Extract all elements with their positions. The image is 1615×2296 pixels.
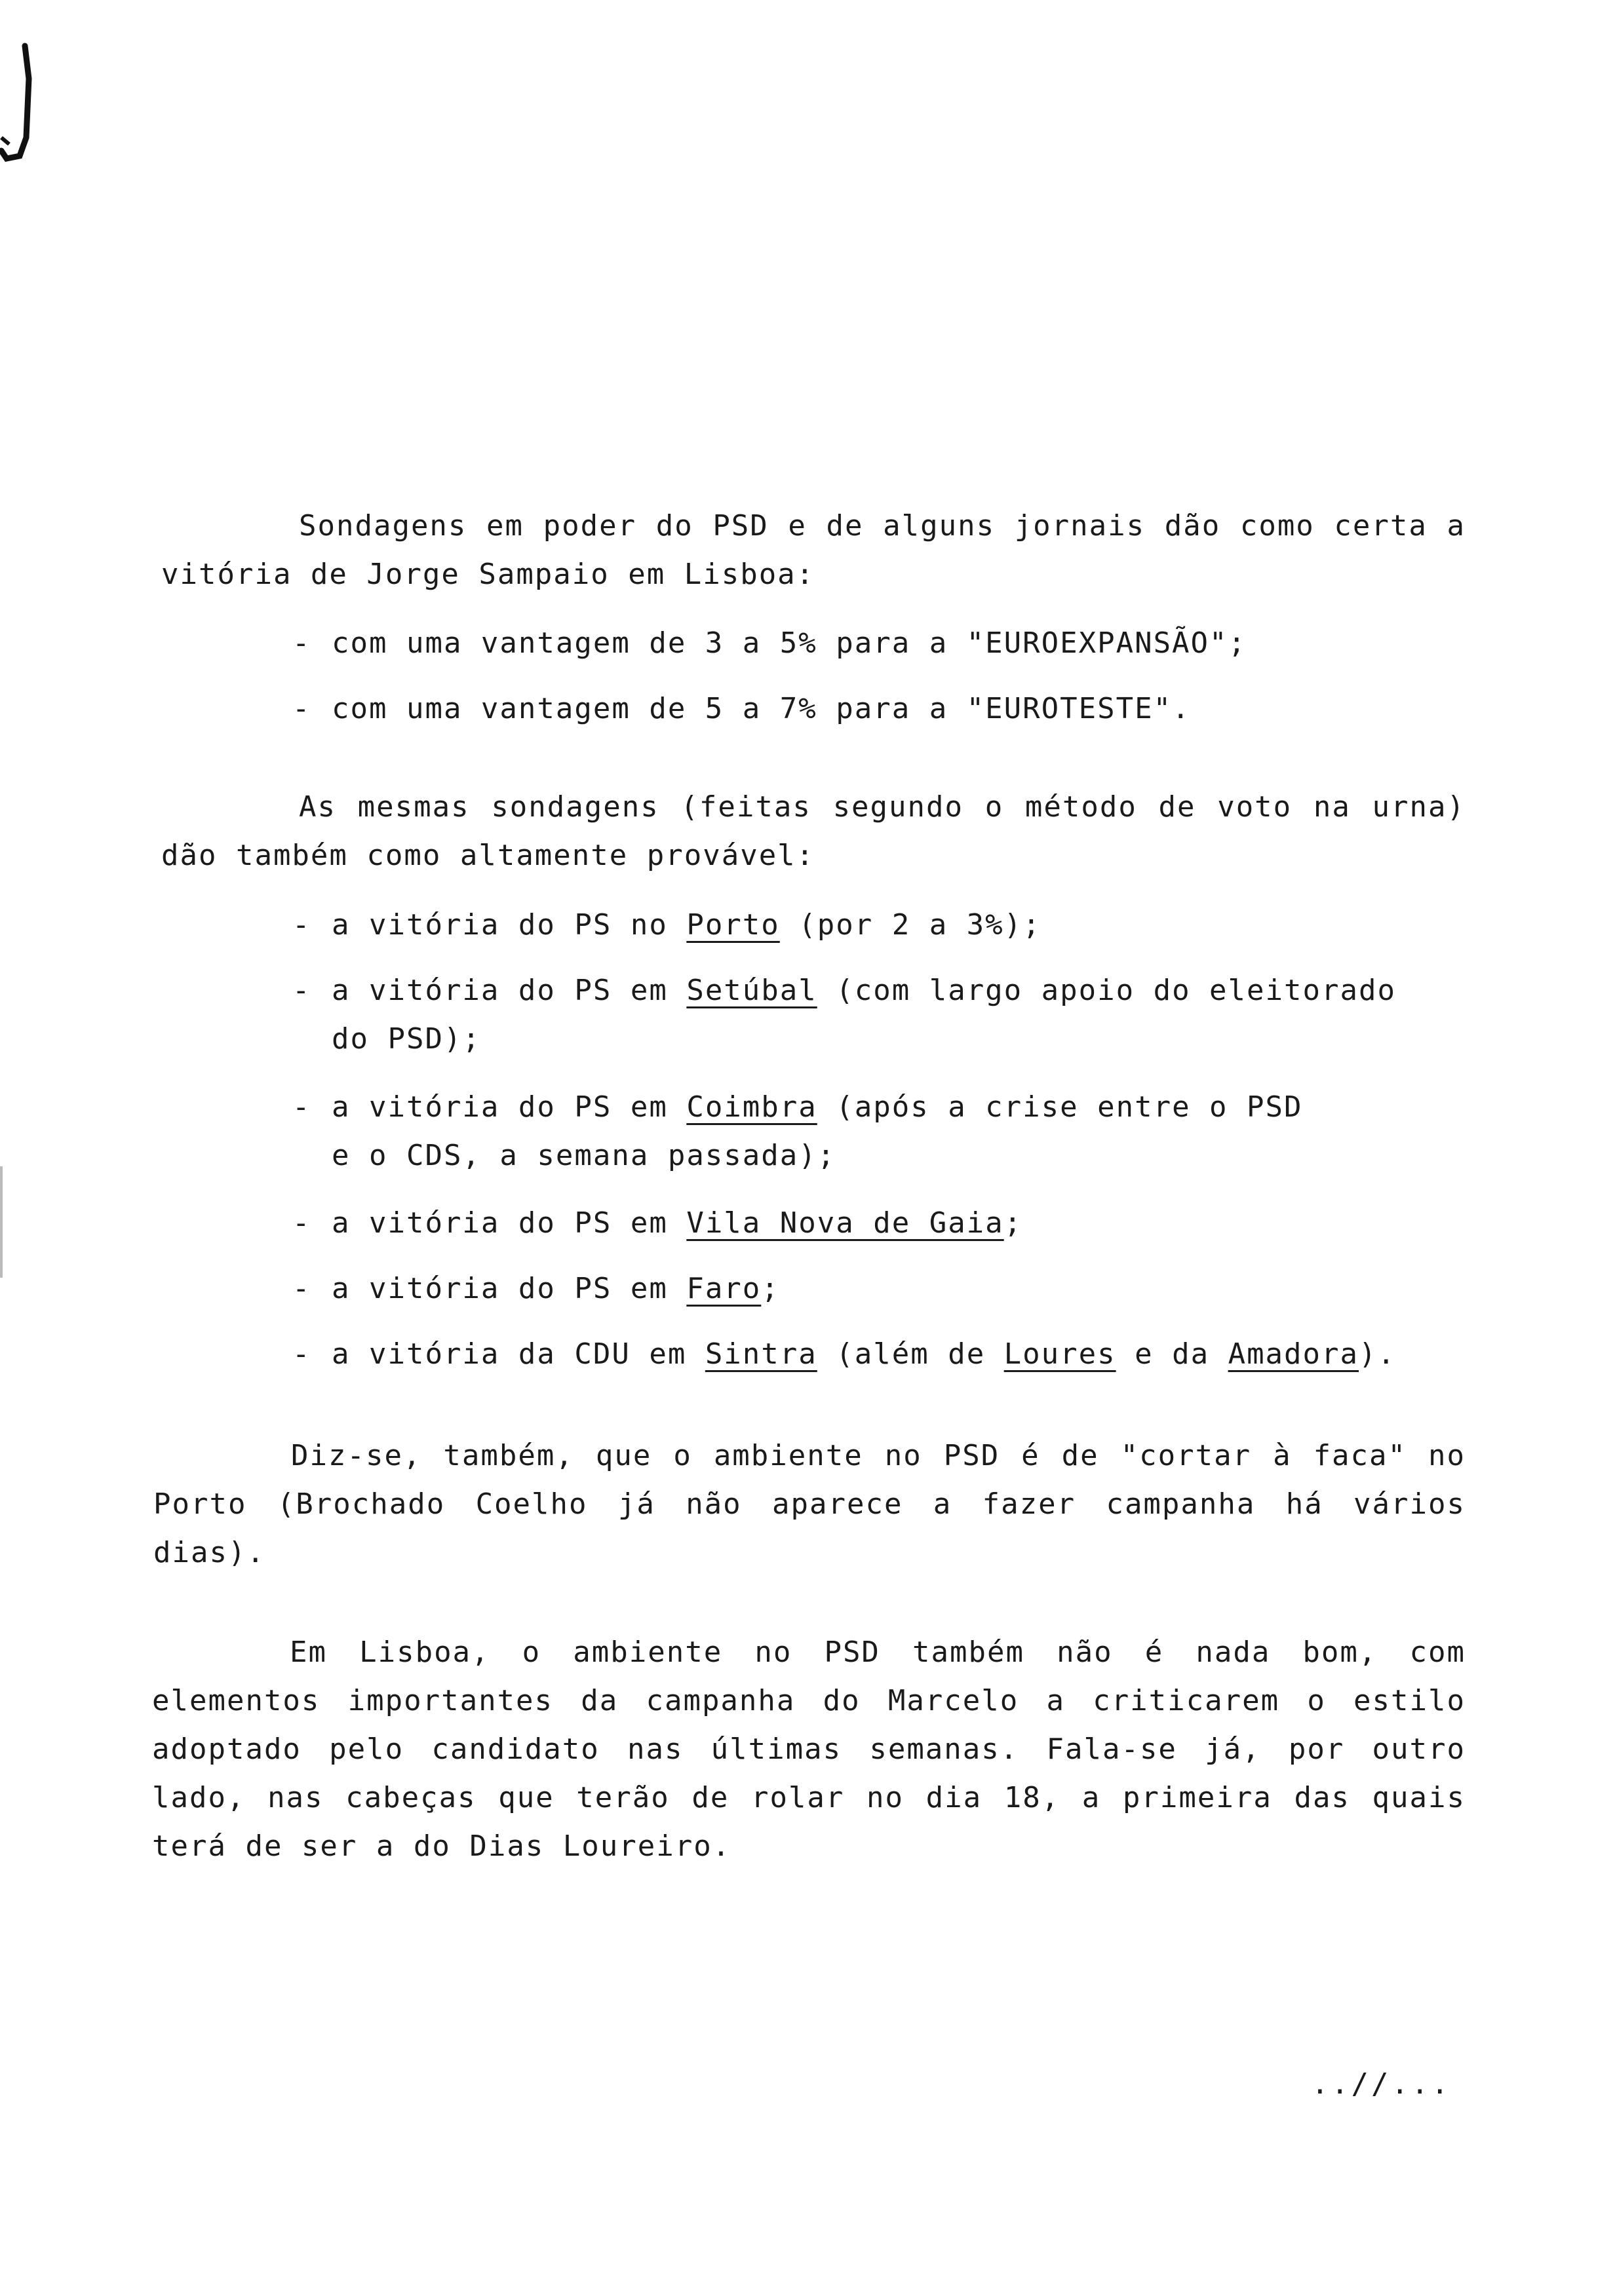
place-setubal: Setúbal xyxy=(686,974,817,1007)
page-continuation-mark: ..//... xyxy=(1311,2067,1451,2101)
place-loures: Loures xyxy=(1003,1337,1116,1371)
paragraph-sondagens: Sondagens em poder do PSD e de alguns jornais dão como certa a vitória de Jorge Sampaio em Lisboa: xyxy=(161,509,1466,591)
place-vila-nova-de-gaia: Vila Nova de Gaia xyxy=(686,1206,1004,1240)
list-item-porto: - a vitória do PS no Porto (por 2 a 3%); xyxy=(292,908,1041,942)
list-item-setubal: - a vitória do PS em Setúbal (com largo apoio do eleitorado do PSD); xyxy=(292,974,1396,1056)
margin-scan-artifact xyxy=(0,1166,3,1278)
place-porto: Porto xyxy=(686,908,780,942)
list-item-faro: - a vitória do PS em Faro; xyxy=(292,1272,780,1305)
paragraph-diz-se: Diz-se, também, que o ambiente no PSD é de "cortar à faca" no Porto (Brochado Coelho já não aparece a fazer campanha há vários dias). xyxy=(153,1439,1466,1569)
paragraph-em-lisboa: Em Lisboa, o ambiente no PSD também não é nada bom, com elementos importantes da campanha do Marcelo a criticarem o estilo adoptado pelo candidato nas últimas semanas. Fala-se já, por outro lado, nas cabeças que terão de rolar no dia 18, a primeira das quais terá de ser a do Dias Loureiro. xyxy=(152,1636,1466,1863)
list-item-sintra: - a vitória da CDU em Sintra (além de Loures e da Amadora). xyxy=(292,1337,1396,1371)
place-amadora: Amadora xyxy=(1228,1337,1359,1371)
place-sintra: Sintra xyxy=(705,1337,817,1371)
place-coimbra: Coimbra xyxy=(686,1090,817,1124)
list-item: - com uma vantagem de 5 a 7% para a "EUROTESTE". xyxy=(292,692,1191,725)
binding-mark xyxy=(0,39,39,164)
paragraph-mesmas-sondagens: As mesmas sondagens (feitas segundo o método de voto na urna) dão também como altamente provável: xyxy=(161,790,1466,872)
list-item-coimbra: - a vitória do PS em Coimbra (após a crise entre o PSD e o CDS, a semana passada); xyxy=(292,1090,1303,1172)
place-faro: Faro xyxy=(686,1272,762,1305)
list-item: - com uma vantagem de 3 a 5% para a "EUROEXPANSÃO"; xyxy=(292,626,1247,660)
list-item-gaia: - a vitória do PS em Vila Nova de Gaia; xyxy=(292,1206,1023,1240)
